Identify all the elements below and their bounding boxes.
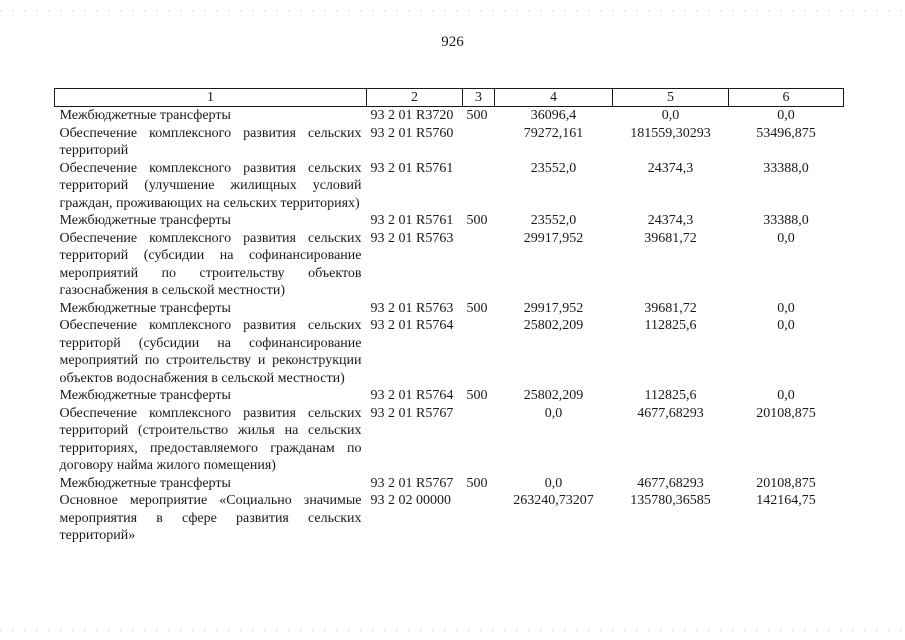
item-code: 93 2 01 R5761 <box>370 213 454 228</box>
item-value-col6: 0,0 <box>777 108 795 123</box>
item-value-col5: 24374,3 <box>647 160 694 176</box>
item-value-col6: 0,0 <box>777 388 795 403</box>
item-value-col4: 79272,161 <box>523 125 584 141</box>
item-code: 93 2 01 R5763 <box>370 300 454 316</box>
table-row <box>55 405 844 475</box>
table-row <box>55 387 844 405</box>
item-name: Обеспечение комплексного развития сельских территорий (субсидии на софинансирование мероприятий по строительству объектов газоснабжения в сельской местности) <box>59 230 362 298</box>
item-value-col6: 142164,75 <box>756 493 816 508</box>
item-code: 93 2 01 R5761 <box>370 160 454 176</box>
item-value-col6: 0,0 <box>777 318 795 333</box>
item-expense-type: 500 <box>466 300 488 316</box>
item-value-col6: 33388,0 <box>763 160 809 176</box>
table-row <box>55 492 844 545</box>
column-header: 2 <box>367 89 463 107</box>
item-value-col5: 39681,72 <box>644 230 697 246</box>
item-value-col4: 263240,73207 <box>513 493 594 508</box>
item-value-col4: 25802,209 <box>523 388 584 403</box>
item-name: Обеспечение комплексного развития сельских территорй (субсидии на софинансирование мероприятий по строительству и реконструкции объектов водоснабжения в сельской местности) <box>59 318 362 386</box>
item-expense-type <box>463 317 495 387</box>
item-value-col6: 33388,0 <box>763 213 809 228</box>
item-value-col5: 4677,68293 <box>637 405 704 421</box>
item-value-col5: 181559,30293 <box>630 125 711 141</box>
item-value-col6: 0,0 <box>777 300 795 316</box>
table-body <box>55 107 844 545</box>
item-expense-type: 500 <box>466 475 488 491</box>
item-expense-type: 500 <box>466 213 488 228</box>
item-value-col4: 23552,0 <box>530 213 577 228</box>
item-value-col4: 0,0 <box>544 475 563 491</box>
table-row <box>55 212 844 230</box>
item-code: 93 2 02 00000 <box>370 493 451 508</box>
item-code: 93 2 01 R3720 <box>370 108 454 123</box>
item-name: Межбюджетные трансферты <box>59 108 231 123</box>
page-number: 926 <box>441 34 464 50</box>
item-code: 93 2 01 R5767 <box>370 405 454 421</box>
column-header: 1 <box>55 89 367 107</box>
item-value-col4: 23552,0 <box>530 160 577 176</box>
item-expense-type <box>463 125 495 160</box>
item-value-col4: 29917,952 <box>523 230 584 246</box>
header-row <box>55 89 844 107</box>
table-row <box>55 125 844 160</box>
item-value-col6: 20108,875 <box>756 475 816 491</box>
table-row <box>55 317 844 387</box>
item-value-col4: 25802,209 <box>523 318 584 333</box>
table-row <box>55 107 844 125</box>
item-name: Обеспечение комплексного развития сельских территорий (улучшение жилищных условий граждан, проживающих на сельских территориях) <box>59 160 362 211</box>
item-name: Межбюджетные трансферты <box>59 213 231 228</box>
item-value-col4: 36096,4 <box>530 108 577 123</box>
item-expense-type <box>463 492 495 545</box>
table-row <box>55 475 844 493</box>
item-name: Межбюджетные трансферты <box>59 388 231 403</box>
item-value-col6: 53496,875 <box>756 125 816 141</box>
column-header: 6 <box>729 89 844 107</box>
column-header: 3 <box>463 89 495 107</box>
item-name: Обеспечение комплексного развития сельских территорий (строительство жилья на сельских территориях, предоставляемого гражданам по договору найма жилого помещения) <box>59 405 362 473</box>
item-name: Обеспечение комплексного развития сельских территорий <box>59 125 362 158</box>
item-value-col6: 0,0 <box>777 230 795 246</box>
item-expense-type <box>463 405 495 475</box>
item-value-col4: 0,0 <box>544 405 563 421</box>
item-value-col5: 112825,6 <box>644 388 697 403</box>
item-code: 93 2 01 R5760 <box>370 125 454 141</box>
budget-table <box>54 88 844 545</box>
item-expense-type: 500 <box>466 388 488 403</box>
item-expense-type <box>463 160 495 213</box>
column-header: 4 <box>495 89 613 107</box>
item-name: Межбюджетные трансферты <box>59 300 231 316</box>
table-row <box>55 230 844 300</box>
item-value-col5: 4677,68293 <box>637 475 704 491</box>
column-header: 5 <box>613 89 729 107</box>
table-row <box>55 300 844 318</box>
item-value-col5: 39681,72 <box>644 300 697 316</box>
scan-artifact-top <box>0 10 905 11</box>
item-name: Основное мероприятие «Социально значимые мероприятия в сфере развития сельских территорий» <box>59 493 362 543</box>
table-row <box>55 160 844 213</box>
item-code: 93 2 01 R5764 <box>370 318 454 333</box>
item-value-col5: 24374,3 <box>647 213 694 228</box>
item-value-col6: 20108,875 <box>756 405 816 421</box>
item-value-col4: 29917,952 <box>523 300 584 316</box>
item-value-col5: 112825,6 <box>644 318 697 333</box>
item-expense-type <box>463 230 495 300</box>
item-code: 93 2 01 R5764 <box>370 388 454 403</box>
item-code: 93 2 01 R5763 <box>370 230 454 246</box>
item-code: 93 2 01 R5767 <box>370 475 454 491</box>
item-value-col5: 0,0 <box>661 108 680 123</box>
item-name: Межбюджетные трансферты <box>59 475 231 491</box>
item-expense-type: 500 <box>466 108 488 123</box>
item-value-col5: 135780,36585 <box>630 493 711 508</box>
scan-artifact-bottom <box>0 630 905 631</box>
